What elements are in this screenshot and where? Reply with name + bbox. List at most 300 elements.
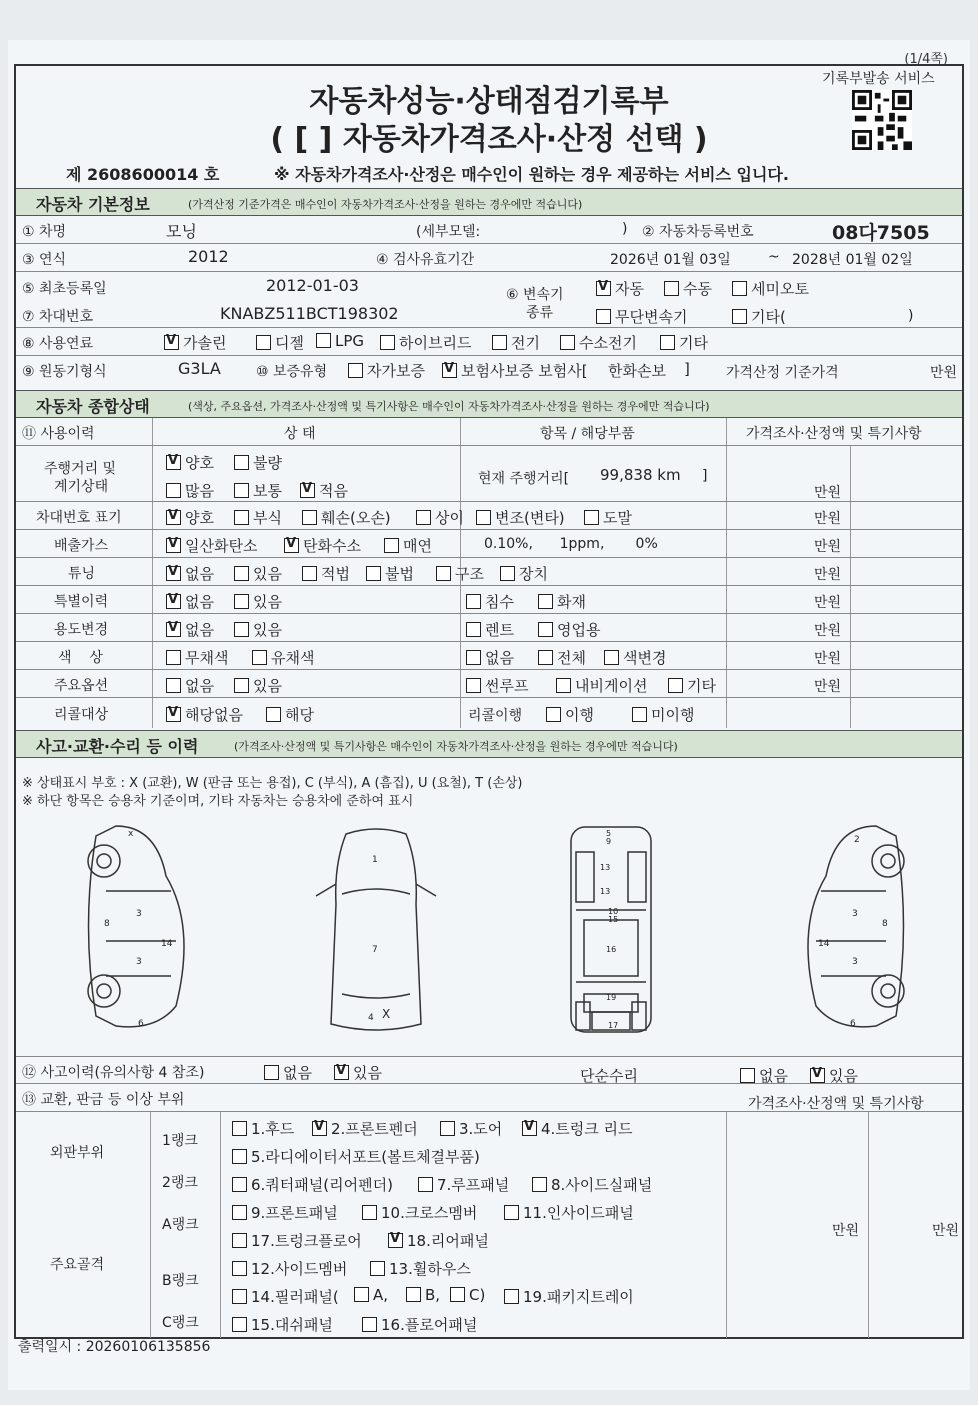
svg-text:X: X xyxy=(382,1007,391,1021)
checkbox-checked-icon[interactable] xyxy=(166,510,181,525)
part-text: 2.프론트펜더 xyxy=(331,1120,418,1138)
first-reg-value: 2012-01-03 xyxy=(266,276,359,295)
checkbox-icon[interactable] xyxy=(302,510,317,525)
special-option[interactable] xyxy=(234,591,282,612)
checkbox-icon[interactable] xyxy=(232,1149,247,1164)
part-text: 17.트렁크플로어 xyxy=(251,1232,362,1250)
checkbox-icon[interactable] xyxy=(366,566,381,581)
parts-label: ⑬ 교환, 판금 등 이상 부위 xyxy=(22,1092,185,1108)
part-text: 1.후드 xyxy=(251,1120,295,1138)
svg-text:x: x xyxy=(128,829,134,839)
part-text: 15.대쉬패널 xyxy=(251,1316,333,1334)
divider xyxy=(868,1112,869,1338)
checkbox-icon[interactable] xyxy=(466,594,481,609)
checkbox-icon[interactable] xyxy=(538,622,553,637)
svg-text:10: 10 xyxy=(608,907,619,916)
mileage-bad-option[interactable] xyxy=(234,452,282,473)
checkbox-checked-icon[interactable] xyxy=(166,566,181,581)
checkbox-icon[interactable] xyxy=(384,538,399,553)
trans-etc-close: ) xyxy=(908,308,914,324)
checkbox-icon[interactable] xyxy=(538,594,553,609)
part-pillar-a[interactable] xyxy=(354,1286,388,1304)
inspect-tilde: ~ xyxy=(768,249,780,265)
col-item: 항목 / 해당부품 xyxy=(540,426,635,442)
option-text: 일산화탄소 xyxy=(185,537,258,555)
recall-label: 리콜대상 xyxy=(54,707,109,723)
trans-manual-option[interactable] xyxy=(664,278,712,299)
checkbox-icon[interactable] xyxy=(370,1261,385,1276)
row-special xyxy=(16,586,962,614)
fuel-label: ⑧ 사용연료 xyxy=(22,336,94,352)
year-label: ③ 연식 xyxy=(22,252,67,268)
checkbox-icon[interactable] xyxy=(234,455,249,470)
checkbox-icon[interactable] xyxy=(234,566,249,581)
checkbox-icon[interactable] xyxy=(596,309,611,324)
checkbox-icon[interactable] xyxy=(440,1121,455,1136)
option-text: 훼손(오손) xyxy=(321,509,391,527)
warranty-label: ⑩ 보증유형 xyxy=(256,364,328,380)
vin-mark-option[interactable] xyxy=(302,507,391,528)
usage-option[interactable] xyxy=(466,619,514,640)
tuning-option[interactable] xyxy=(500,563,548,584)
mileage-normal-option[interactable] xyxy=(234,480,282,501)
option-text: 변조(변타) xyxy=(495,509,565,527)
warranty-ins-close: ] xyxy=(684,360,690,378)
checkbox-icon[interactable] xyxy=(504,1289,519,1304)
checkbox-checked-icon[interactable] xyxy=(388,1233,403,1248)
row-vin-mark xyxy=(16,502,962,530)
option-text: 매연 xyxy=(403,537,432,555)
tuning-option[interactable] xyxy=(234,563,282,584)
mileage-label-2: 계기상태 xyxy=(54,479,109,495)
svg-text:3: 3 xyxy=(136,957,142,967)
part-trunk-lid[interactable] xyxy=(522,1118,633,1139)
checkbox-checked-icon[interactable] xyxy=(334,1065,349,1080)
recall-fix-label: 리콜이행 xyxy=(468,708,523,724)
svg-text:14: 14 xyxy=(161,939,173,949)
accident-none-option[interactable] xyxy=(264,1062,312,1083)
option-text: 도말 xyxy=(603,509,632,527)
option-text: 있음 xyxy=(253,593,282,611)
checkbox-checked-icon[interactable] xyxy=(164,335,179,350)
trans-label: ⑥ 변속기 xyxy=(506,287,564,303)
trans-semi-text: 세미오토 xyxy=(751,280,809,298)
fuel-option-text: 가솔린 xyxy=(183,334,227,352)
part-front-fender[interactable] xyxy=(312,1118,418,1139)
checkbox-icon[interactable] xyxy=(466,650,481,665)
checkbox-icon[interactable] xyxy=(234,678,249,693)
price-unit: 만원 xyxy=(814,539,842,555)
checkbox-icon[interactable] xyxy=(532,1177,547,1192)
svg-text:3: 3 xyxy=(852,957,858,967)
part-pillar-c[interactable] xyxy=(450,1286,485,1304)
checkbox-icon[interactable] xyxy=(232,1177,247,1192)
part-roof-panel[interactable] xyxy=(418,1174,509,1195)
option-text: 미이행 xyxy=(651,706,695,724)
mileage-few-option[interactable] xyxy=(300,480,348,501)
svg-text:5: 5 xyxy=(606,829,612,838)
fuel-option-text: 하이브리드 xyxy=(399,334,472,352)
part-package-tray[interactable] xyxy=(504,1286,634,1307)
checkbox-checked-icon[interactable] xyxy=(596,281,611,296)
checkbox-icon[interactable] xyxy=(234,594,249,609)
fuel-option[interactable] xyxy=(660,332,708,353)
usage-option[interactable] xyxy=(166,619,214,640)
option-text: 없음 xyxy=(283,1064,312,1082)
rank2-label: 2랭크 xyxy=(162,1175,198,1191)
row-mileage xyxy=(16,446,962,502)
checkbox-checked-icon[interactable] xyxy=(166,622,181,637)
trans-auto-option[interactable] xyxy=(596,278,644,299)
fuel-option[interactable] xyxy=(164,332,226,353)
rank1-label: 1랭크 xyxy=(162,1133,198,1149)
detail-model-close: ) xyxy=(622,221,628,237)
part-text: 9.프론트패널 xyxy=(251,1204,338,1222)
checkbox-icon[interactable] xyxy=(232,1121,247,1136)
vin-mark-option[interactable] xyxy=(416,507,464,528)
checkbox-icon[interactable] xyxy=(166,483,181,498)
checkbox-checked-icon[interactable] xyxy=(166,707,181,722)
price-unit: 만원 xyxy=(814,595,842,611)
checkbox-icon[interactable] xyxy=(466,678,481,693)
divider xyxy=(220,1112,221,1338)
simple-exist-option[interactable] xyxy=(810,1065,858,1086)
checkbox-icon[interactable] xyxy=(538,650,553,665)
row-fuel xyxy=(16,328,962,356)
part-text: 19.패키지트레이 xyxy=(523,1288,634,1306)
part-text: 12.사이드멤버 xyxy=(251,1260,348,1278)
svg-text:8: 8 xyxy=(882,919,888,929)
checkbox-checked-icon[interactable] xyxy=(166,594,181,609)
part-radiator-support[interactable] xyxy=(232,1146,480,1167)
option-text: 전체 xyxy=(557,649,586,667)
price-unit: 만원 xyxy=(814,485,842,501)
checkbox-icon[interactable] xyxy=(740,1068,755,1083)
vin-mark-option[interactable] xyxy=(234,507,282,528)
fuel-option-text: LPG xyxy=(335,332,365,350)
option-text: 침수 xyxy=(485,593,514,611)
checkbox-checked-icon[interactable] xyxy=(300,483,315,498)
form-title: 자동차성능·상태점검기록부 xyxy=(309,84,669,119)
row-car-name xyxy=(16,216,962,244)
part-quarter-panel[interactable] xyxy=(232,1174,393,1195)
page-number: (1/4쪽) xyxy=(904,52,948,67)
svg-text:4: 4 xyxy=(368,1013,374,1023)
fuel-option[interactable] xyxy=(560,332,637,353)
recall-fix-option[interactable] xyxy=(546,704,594,725)
main-option[interactable] xyxy=(668,675,716,696)
checkbox-icon[interactable] xyxy=(504,1205,519,1220)
checkbox-icon[interactable] xyxy=(362,1205,377,1220)
svg-text:13: 13 xyxy=(600,863,611,872)
trans-semi-option[interactable] xyxy=(732,278,809,299)
rankA-label: A랭크 xyxy=(162,1217,199,1233)
part-text: 14.필러패널( xyxy=(251,1288,339,1306)
option-text: 보통 xyxy=(253,482,282,500)
checkbox-icon[interactable] xyxy=(354,1287,369,1302)
price-unit: 만원 xyxy=(932,1223,960,1239)
fuel-option[interactable] xyxy=(316,332,364,350)
parts-price-col: 가격조사·산정액 및 특기사항 xyxy=(748,1096,924,1112)
checkbox-icon[interactable] xyxy=(316,333,331,348)
checkbox-icon[interactable] xyxy=(266,707,281,722)
option-text: 이행 xyxy=(565,706,594,724)
special-option[interactable] xyxy=(466,591,514,612)
checkbox-icon[interactable] xyxy=(492,335,507,350)
emission-option[interactable] xyxy=(384,535,432,556)
part-dash-panel[interactable] xyxy=(232,1314,333,1335)
checkbox-checked-icon[interactable] xyxy=(166,455,181,470)
color-label: 색 상 xyxy=(58,650,103,666)
special-option[interactable] xyxy=(538,591,586,612)
checkbox-icon[interactable] xyxy=(476,510,491,525)
trans-label-2: 종류 xyxy=(526,305,554,321)
checkbox-icon[interactable] xyxy=(302,566,317,581)
document-note: ※ 자동차가격조사·산정은 매수인이 원하는 경우 제공하는 서비스 입니다. xyxy=(274,165,789,184)
checkbox-icon[interactable] xyxy=(234,483,249,498)
part-rear-panel[interactable] xyxy=(388,1230,489,1251)
checkbox-icon[interactable] xyxy=(664,281,679,296)
part-side-member[interactable] xyxy=(232,1258,347,1279)
tuning-option[interactable] xyxy=(366,563,414,584)
option-text: 해당 xyxy=(285,706,314,724)
checkbox-icon[interactable] xyxy=(232,1317,247,1332)
inspect-from: 2026년 01월 03일 xyxy=(610,252,731,268)
color-option[interactable] xyxy=(604,647,666,668)
checkbox-icon[interactable] xyxy=(416,510,431,525)
part-text: B, xyxy=(425,1286,441,1304)
mileage-many-option[interactable] xyxy=(166,480,214,501)
emission-option[interactable] xyxy=(166,535,257,556)
checkbox-checked-icon[interactable] xyxy=(166,538,181,553)
row-engine xyxy=(16,356,962,384)
recall-option[interactable] xyxy=(166,704,243,725)
simple-none-option[interactable] xyxy=(740,1065,788,1086)
checkbox-checked-icon[interactable] xyxy=(442,363,457,378)
main-option[interactable] xyxy=(556,675,647,696)
part-inside-panel[interactable] xyxy=(504,1202,634,1223)
checkbox-icon[interactable] xyxy=(232,1261,247,1276)
part-hood[interactable] xyxy=(232,1118,294,1139)
main-option[interactable] xyxy=(234,675,282,696)
part-floor-panel[interactable] xyxy=(362,1314,477,1335)
checkbox-checked-icon[interactable] xyxy=(284,538,299,553)
rankB-label: B랭크 xyxy=(162,1273,199,1289)
divider xyxy=(726,1112,727,1338)
basic-info-title: 자동차 기본정보 xyxy=(36,195,150,214)
vin-mark-option[interactable] xyxy=(584,507,632,528)
option-text: 없음 xyxy=(759,1067,788,1085)
recall-fix-option[interactable] xyxy=(632,704,694,725)
checkbox-icon[interactable] xyxy=(256,335,271,350)
vin-mark-option[interactable] xyxy=(476,507,565,528)
option-text: 적법 xyxy=(321,565,350,583)
checkbox-icon[interactable] xyxy=(604,650,619,665)
main-frame-label: 주요골격 xyxy=(50,1257,105,1273)
trans-cvt-option[interactable] xyxy=(596,306,687,327)
fuel-option[interactable] xyxy=(380,332,471,353)
checkbox-icon[interactable] xyxy=(234,510,249,525)
checkbox-checked-icon[interactable] xyxy=(522,1121,537,1136)
part-text: 16.플로어패널 xyxy=(381,1316,478,1334)
trans-manual-text: 수동 xyxy=(683,280,712,298)
special-option[interactable] xyxy=(166,591,214,612)
checkbox-icon[interactable] xyxy=(166,650,181,665)
color-option[interactable] xyxy=(538,647,586,668)
checkbox-icon[interactable] xyxy=(418,1177,433,1192)
svg-text:14: 14 xyxy=(818,939,830,949)
inspect-to: 2028년 01월 02일 xyxy=(792,252,913,268)
option-text: 부식 xyxy=(253,509,282,527)
checkbox-icon[interactable] xyxy=(556,678,571,693)
option-text: 불량 xyxy=(253,454,282,472)
car-name-label: ① 차명 xyxy=(22,224,67,240)
part-pillar-panel[interactable] xyxy=(232,1286,339,1307)
checkbox-icon[interactable] xyxy=(660,335,675,350)
vin-mark-option[interactable] xyxy=(166,507,214,528)
main-option[interactable] xyxy=(466,675,528,696)
accident-exist-option[interactable] xyxy=(334,1062,382,1083)
color-option[interactable] xyxy=(466,647,514,668)
svg-text:17: 17 xyxy=(608,1021,619,1030)
symbol-legend: ※ 상태표시 부호 : X (교환), W (판금 또는 용접), C (부식), A (흠집), U (요철), T (손상) xyxy=(22,776,523,791)
engine-label: ⑨ 원동기형식 xyxy=(22,364,107,380)
option-text: 색변경 xyxy=(623,649,667,667)
checkbox-icon[interactable] xyxy=(362,1317,377,1332)
part-front-panel[interactable] xyxy=(232,1202,338,1223)
color-option[interactable] xyxy=(252,647,314,668)
option-text: 화재 xyxy=(557,593,586,611)
basic-info-note: (가격산정 기준가격은 매수인이 자동차가격조사·산정을 원하는 경우에만 적습니다) xyxy=(188,198,583,211)
checkbox-icon[interactable] xyxy=(668,678,683,693)
tuning-option[interactable] xyxy=(302,563,350,584)
part-trunk-floor[interactable] xyxy=(232,1230,362,1251)
option-text: 썬루프 xyxy=(485,677,529,695)
checkbox-icon[interactable] xyxy=(232,1205,247,1220)
qr-label: 기록부발송 서비스 xyxy=(822,71,935,87)
checkbox-icon[interactable] xyxy=(584,510,599,525)
mileage-good-option[interactable] xyxy=(166,452,214,473)
part-text: C) xyxy=(469,1286,486,1304)
usage-option[interactable] xyxy=(538,619,600,640)
part-text: 13.휠하우스 xyxy=(389,1260,471,1278)
price-base-unit: 만원 xyxy=(930,365,958,381)
checkbox-checked-icon[interactable] xyxy=(312,1121,327,1136)
car-top-diagram xyxy=(306,824,446,1034)
checkbox-icon[interactable] xyxy=(166,678,181,693)
checkbox-icon[interactable] xyxy=(560,335,575,350)
main-option[interactable] xyxy=(166,675,214,696)
trans-etc-option[interactable] xyxy=(732,306,786,327)
row-options xyxy=(16,670,962,698)
row-parts-header xyxy=(16,1084,962,1112)
checkbox-icon[interactable] xyxy=(380,335,395,350)
option-text: 영업용 xyxy=(557,621,601,639)
checkbox-icon[interactable] xyxy=(732,309,747,324)
checkbox-icon[interactable] xyxy=(732,281,747,296)
option-text: 있음 xyxy=(253,621,282,639)
checkbox-icon[interactable] xyxy=(264,1065,279,1080)
checkbox-icon[interactable] xyxy=(500,566,515,581)
overall-header xyxy=(16,390,962,418)
form-subtitle: ( [ ] 자동차가격조사·산정 선택 ) xyxy=(270,122,708,157)
fuel-option[interactable] xyxy=(492,332,540,353)
checkbox-icon[interactable] xyxy=(436,566,451,581)
fuel-option[interactable] xyxy=(256,332,304,353)
legend-note: ※ 하단 항목은 승용차 기준이며, 기타 자동차는 승용차에 준하여 표시 xyxy=(22,794,414,809)
color-option[interactable] xyxy=(166,647,228,668)
part-pillar-b[interactable] xyxy=(406,1286,440,1304)
emission-label: 배출가스 xyxy=(54,538,109,554)
part-text: 6.쿼터패널(리어펜더) xyxy=(251,1176,393,1194)
trans-auto-text: 자동 xyxy=(615,280,644,298)
recall-option[interactable] xyxy=(266,704,314,725)
part-door[interactable] xyxy=(440,1118,502,1139)
option-text: 기타 xyxy=(687,677,716,695)
warranty-self-option[interactable] xyxy=(348,360,425,381)
current-mileage-close: ] xyxy=(702,468,708,484)
svg-text:2: 2 xyxy=(854,835,860,845)
part-text: 4.트렁크 리드 xyxy=(541,1120,633,1138)
checkbox-icon[interactable] xyxy=(234,622,249,637)
usage-option[interactable] xyxy=(234,619,282,640)
option-text: 있음 xyxy=(353,1064,382,1082)
checkbox-icon[interactable] xyxy=(632,707,647,722)
part-text: 3.도어 xyxy=(459,1120,503,1138)
warranty-ins-text: 보험사보증 보험사[ xyxy=(461,362,588,380)
option-text: 상이 xyxy=(435,509,464,527)
checkbox-icon[interactable] xyxy=(466,622,481,637)
svg-text:3: 3 xyxy=(136,909,142,919)
price-unit: 만원 xyxy=(814,651,842,667)
svg-text:8: 8 xyxy=(104,919,110,929)
row-color xyxy=(16,642,962,670)
option-text: 불법 xyxy=(385,565,414,583)
current-mileage-value: 99,838 km xyxy=(600,466,681,484)
option-text: 구조 xyxy=(455,565,484,583)
checkbox-icon[interactable] xyxy=(406,1287,421,1302)
overall-col-header xyxy=(16,418,962,446)
warranty-ins-name: 한화손보 xyxy=(608,362,666,380)
checkbox-icon[interactable] xyxy=(232,1289,247,1304)
part-cross-member[interactable] xyxy=(362,1202,477,1223)
fuel-option-text: 수소전기 xyxy=(579,334,637,352)
svg-text:3: 3 xyxy=(852,909,858,919)
current-mileage-label: 현재 주행거리[ xyxy=(478,471,570,487)
col-history: ⑪ 사용이력 xyxy=(22,426,95,442)
svg-text:19: 19 xyxy=(606,993,617,1002)
checkbox-icon[interactable] xyxy=(252,650,267,665)
checkbox-icon[interactable] xyxy=(546,707,561,722)
part-wheel-house[interactable] xyxy=(370,1258,471,1279)
option-text: 내비게이션 xyxy=(575,677,648,695)
emission-option[interactable] xyxy=(284,535,361,556)
option-text: 적음 xyxy=(319,482,348,500)
tuning-option[interactable] xyxy=(436,563,484,584)
car-left-side-diagram xyxy=(76,816,196,1036)
warranty-ins-option[interactable] xyxy=(442,360,588,381)
part-side-sill[interactable] xyxy=(532,1174,652,1195)
checkbox-checked-icon[interactable] xyxy=(810,1068,825,1083)
tuning-option[interactable] xyxy=(166,563,214,584)
accident-title: 사고·교환·수리 등 이력 xyxy=(36,737,199,756)
checkbox-icon[interactable] xyxy=(232,1233,247,1248)
trans-cvt-text: 무단변속기 xyxy=(615,308,688,326)
rankC-label: C랭크 xyxy=(162,1315,199,1331)
checkbox-icon[interactable] xyxy=(348,363,363,378)
svg-text:1: 1 xyxy=(372,855,378,865)
checkbox-icon[interactable] xyxy=(450,1287,465,1302)
